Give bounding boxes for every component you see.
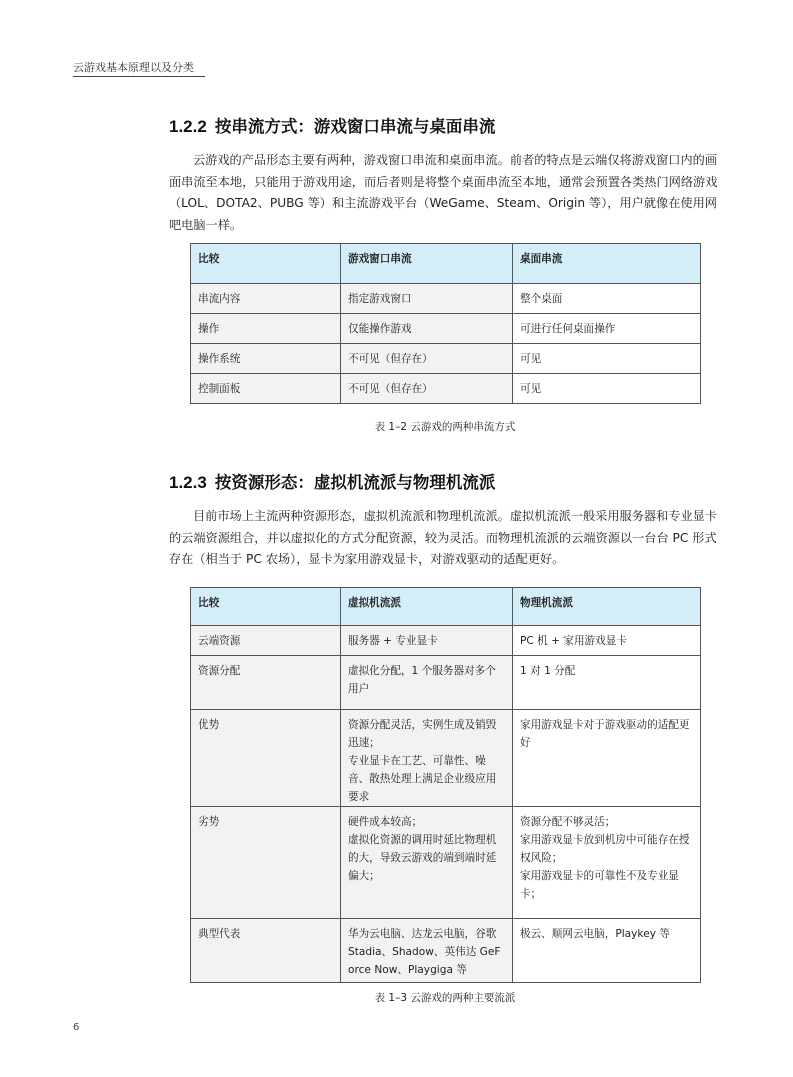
table-label-cell: 操作系统 bbox=[191, 344, 341, 374]
section-122-heading bbox=[169, 113, 495, 137]
table-label-cell: 操作 bbox=[191, 314, 341, 344]
table-label-cell: 资源分配 bbox=[191, 656, 341, 710]
table-header-cell: 比较 bbox=[191, 588, 341, 626]
table-cell: 资源分配灵活，实例生成及销毁迅速； 专业显卡在工艺、可靠性、噪音、散热处理上满足企业级应用要求 bbox=[341, 710, 513, 807]
page-number: 6 bbox=[73, 1022, 80, 1033]
table-row bbox=[191, 656, 701, 710]
table-header-row bbox=[191, 244, 701, 284]
table-label-cell: 云端资源 bbox=[191, 626, 341, 656]
table-cell: 服务器 + 专业显卡 bbox=[341, 626, 513, 656]
table-cell: 仅能操作游戏 bbox=[341, 314, 513, 344]
table-cell: 家用游戏显卡对于游戏驱动的适配更好 bbox=[513, 710, 701, 807]
table-caption: 表 1–3 云游戏的两种主要流派 bbox=[374, 992, 516, 1004]
section-123-heading bbox=[169, 469, 495, 493]
header-rule bbox=[73, 76, 205, 77]
table-cell: PC 机 + 家用游戏显卡 bbox=[513, 626, 701, 656]
table-header-cell: 比较 bbox=[191, 244, 341, 284]
table-cell: 虚拟化分配，1 个服务器对多个用户 bbox=[341, 656, 513, 710]
table-row bbox=[191, 807, 701, 919]
table-caption: 表 1–2 云游戏的两种串流方式 bbox=[374, 421, 516, 433]
table-header-cell: 物理机流派 bbox=[513, 588, 701, 626]
table-cell: 硬件成本较高； 虚拟化资源的调用时延比物理机的大，导致云游戏的端到端时延偏大； bbox=[341, 807, 513, 919]
table-label-cell: 劣势 bbox=[191, 807, 341, 919]
table-header-cell: 游戏窗口串流 bbox=[341, 244, 513, 284]
table-label-cell: 控制面板 bbox=[191, 374, 341, 404]
section-122-paragraph: 云游戏的产品形态主要有两种，游戏窗口串流和桌面串流。前者的特点是云端仅将游戏窗口内的画面串流至本地，只能用于游戏用途，而后者则是将整个桌面串流至本地，通常会预置各类热门网络游戏（LOL、DOTA2、PUBG 等）和主流游戏平台（WeGame、Steam、Origin 等），用户就像在使用网吧电脑一样。 bbox=[169, 153, 718, 233]
resource-comparison-table bbox=[190, 587, 701, 983]
table-label-cell: 串流内容 bbox=[191, 284, 341, 314]
table-cell: 可见 bbox=[513, 374, 701, 404]
table-cell: 可见 bbox=[513, 344, 701, 374]
table-cell: 不可见（但存在） bbox=[341, 374, 513, 404]
table-row bbox=[191, 919, 701, 983]
table-cell: 指定游戏窗口 bbox=[341, 284, 513, 314]
table-cell: 极云、顺网云电脑，Playkey 等 bbox=[513, 919, 701, 983]
streaming-comparison-table bbox=[190, 243, 701, 404]
table-row bbox=[191, 374, 701, 404]
table-row bbox=[191, 314, 701, 344]
table-cell: 不可见（但存在） bbox=[341, 344, 513, 374]
table-cell: 资源分配不够灵活； 家用游戏显卡放到机房中可能存在授权风险； 家用游戏显卡的可靠性不及专业显卡； bbox=[513, 807, 701, 919]
section-title: 按串流方式：游戏窗口串流与桌面串流 bbox=[214, 117, 496, 136]
table-cell: 1 对 1 分配 bbox=[513, 656, 701, 710]
table-row bbox=[191, 710, 701, 807]
table-cell: 可进行任何桌面操作 bbox=[513, 314, 701, 344]
table-header-cell: 虚拟机流派 bbox=[341, 588, 513, 626]
table-header-row bbox=[191, 588, 701, 626]
table-header-cell: 桌面串流 bbox=[513, 244, 701, 284]
table-row bbox=[191, 344, 701, 374]
table-cell: 华为云电脑、达龙云电脑，谷歌 Stadia、Shadow、英伟达 GeForce Now、Playgiga 等 bbox=[341, 919, 513, 983]
table-label-cell: 优势 bbox=[191, 710, 341, 807]
table-row bbox=[191, 284, 701, 314]
running-header: 云游戏基本原理以及分类 bbox=[73, 61, 194, 74]
table-cell: 整个桌面 bbox=[513, 284, 701, 314]
section-number: 1.2.3 bbox=[169, 473, 207, 492]
section-123-paragraph: 目前市场上主流两种资源形态，虚拟机流派和物理机流派。虚拟机流派一般采用服务器和专业显卡的云端资源组合，并以虚拟化的方式分配资源，较为灵活。而物理机流派的云端资源以一台台 PC 形式存在（相当于 PC 农场），显卡为家用游戏显卡，对游戏驱动的适配更好。 bbox=[169, 509, 718, 567]
section-title: 按资源形态：虚拟机流派与物理机流派 bbox=[214, 473, 496, 492]
table-label-cell: 典型代表 bbox=[191, 919, 341, 983]
table-row bbox=[191, 626, 701, 656]
section-number: 1.2.2 bbox=[169, 117, 207, 136]
